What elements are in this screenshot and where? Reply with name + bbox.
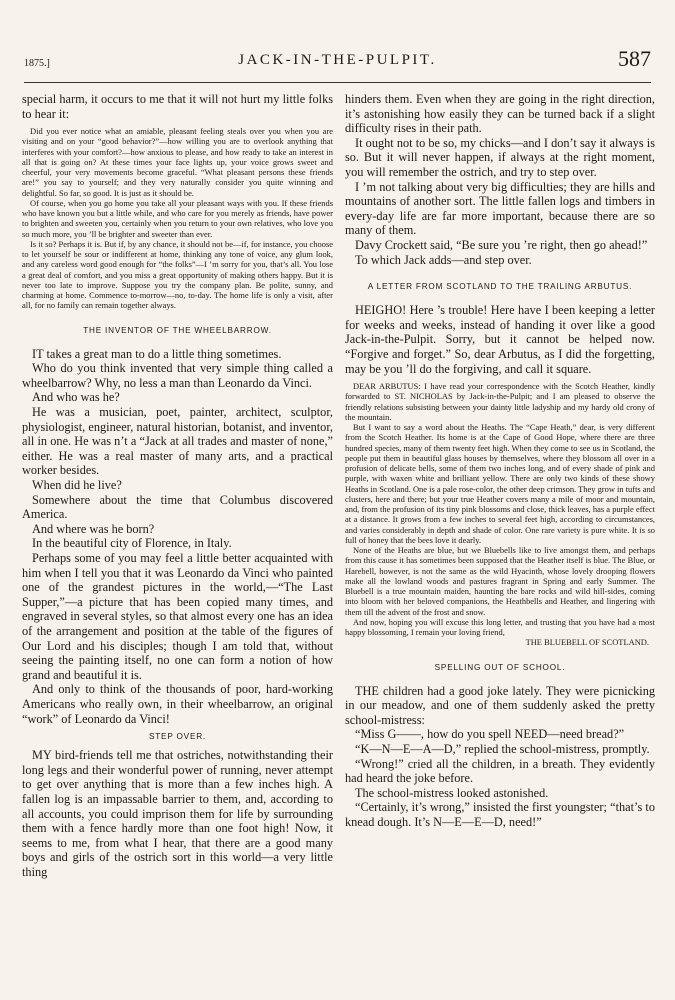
paragraph: It ought not to be so, my chicks—and I don’t say it always is so. But it will never happen, if always at the right moment, you will remember the ostrich, and try to step over. (345, 135, 655, 179)
letter-signature: THE BLUEBELL OF SCOTLAND. (525, 637, 649, 648)
intro-paragraph: special harm, it occurs to me that it will not hurt my little folks to hear it: (22, 92, 333, 121)
heading-step-over: STEP OVER. (149, 732, 206, 742)
paragraph: HEIGHO! Here ’s trouble! Here have I been keeping a letter for weeks and weeks, instead of handing it over like a good Jack-in-the-Pulpit. Sorry, but it cannot be helped now. “Forgive and forget.” So, dear Arbutus, as I did the forgetting, may be you ’ll do the forgiving, and call it square. (345, 303, 655, 376)
heading-scotland: A LETTER FROM SCOTLAND TO THE TRAILING ARBUTUS. (367, 282, 633, 292)
paragraph: THE children had a good joke lately. They were picnicking in our meadow, and one of them suddenly asked the pretty school-mistress: (345, 683, 655, 727)
letter-paragraph: Is it so? Perhaps it is. But if, by any chance, it should not be—if, for instance, you choose to let yourself be sour or indifferent at home, thinking any tone of voice, any glum look, and any careless word good enough for “the folks”—I ’m sorry for you, that’s all. You lose a great deal of comfort, and you miss a great opportunity of making others happy. But it is never too late to improve. Suppose you try the company plan. Be polite, sunny, and charming at home. Commence to-morrow—no, to-day. The home life is only a visit, after all, for no family can remain together always. (22, 238, 333, 311)
letter-paragraph: None of the Heaths are blue, but we Bluebells like to live amongst them, and perhaps from this cause it has sometimes been supposed that the Heather itself is blue. The Blue, or Harebell, however, is not the same as the wild Hyacinth, whose lovely drooping flowers make all the lowland woods and pastures fragrant in Spring and early Summer. The Bluebell is a true mountain maiden, haunting the bare rocks and wild hill-sides, coming into bloom with her beloved companions, the Heathbells and Heather, and lingering with them till the advent of the frost and snow. (345, 545, 655, 617)
running-head (24, 46, 651, 74)
paragraph: “Certainly, it’s wrong,” insisted the first youngster; “that’s to knead dough. It’s N—E—E—D, need!” (345, 800, 655, 829)
paragraph: In the beautiful city of Florence, in Italy. (32, 536, 232, 551)
paragraph: When did he live? (32, 478, 122, 493)
paragraph: He was a musician, poet, painter, architect, sculptor, physiologist, engineer, natural historian, botanist, and inventor, all in one. He was n’t a “Jack at all trades and master of none,” either. He was a real master of many arts, and a practical worker besides. (22, 405, 333, 478)
paragraph: And only to think of the thousands of poor, hard-working Americans who really own, in their wheelbarrow, an original “work” of Leonardo da Vinci! (22, 682, 333, 726)
letter-paragraph: And now, hoping you will excuse this long letter, and trusting that you have had a most happy blossoming, I remain your loving friend, (345, 616, 655, 638)
header-rule (24, 82, 651, 83)
heading-spelling: SPELLING OUT OF SCHOOL. (434, 662, 566, 672)
paragraph: hinders them. Even when they are going in the right direction, it’s astonishing how easily they can be turned back if a slight difficulty rises in their path. (345, 92, 655, 136)
issue-year: 1875.] (24, 58, 50, 69)
paragraph: Davy Crockett said, “Be sure you ’re right, then go ahead!” (355, 237, 648, 252)
paragraph: “Miss G——, how do you spell NEED—need bread?” (355, 727, 625, 742)
paragraph: And who was he? (32, 390, 120, 405)
right-column (345, 92, 655, 830)
paragraph: The school-mistress looked astonished. (355, 785, 549, 800)
paragraph: I ’m not talking about very big difficulties; they are hills and mountains of another sort. The little fallen logs and timbers in every-day life are far more important, because there are so many of them. (345, 179, 655, 238)
letter-paragraph: DEAR ARBUTUS: I have read your correspondence with the Scotch Heather, kindly forwarded to ST. NICHOLAS by Jack-in-the-Pulpit; and I am pleased to observe the friendly relations subsisting between your dainty little ladyship and my hardy old crony of the mountain. (345, 381, 655, 422)
page-number: 587 (618, 46, 651, 71)
paragraph: IT takes a great man to do a little thing sometimes. (32, 346, 282, 361)
paragraph: MY bird-friends tell me that ostriches, notwithstanding their long legs and their wonderful power of running, never attempt to get over anything that is more than a few inches high. A fallen log is an impassable barrier to them, and, according to all accounts, you could imprison them for life by surrounding them with a fence hardly more than one foot high! Now, it seems to me, from what I hear, that there are a good many boys and girls of the ostrich sort in this world—a very little thing (22, 748, 333, 879)
paragraph: “K—N—E—A—D,” replied the school-mistress, promptly. (355, 741, 650, 756)
paragraph: Perhaps some of you may feel a little better acquainted with him when I tell you that it was Leonardo da Vinci who painted one of the grandest pictures in the world,—“The Last Supper,”—a picture that has been copied many times, and engraved in several styles, so that almost every one has an idea of the arrangement and position at the table of the figures of Our Lord and his disciples; though I am told that, without seeing the painting itself, no one can form a notion of how grand and beautiful it is. (22, 551, 333, 682)
page-title: JACK-IN-THE-PULPIT. (238, 52, 437, 68)
letter-paragraph: But I want to say a word about the Heaths. The “Cape Heath,” dear, is very different from the Scotch Heather. Its home is at the Cape of Good Hope, where there are three hundred species, many of them twenty feet high. When they come to see us in Scotland, the people put them in beautiful glass houses by themselves, where they blossom all over in a profusion of delicate bells, some of them two inches long, and of every shade of pink and purple, with waxen white and brilliant yellow. There are only two kinds of these showy Heaths in Scotland. One is a pale rose-color, the other deep crimson. They grow in tufts and clusters, here and there; but your true Heather covers many a mile of moor and mountain, and, from the profusion of its tiny pink blossoms and close, thick leaves, has a purple effect at a distance. It grows from a few inches to several feet high, according to circumstances, and varies considerably in depth and shade of color. One rare variety is pure white. It is so full of honey that the bees love it dearly. (345, 422, 655, 545)
paragraph: “Wrong!” cried all the children, in a breath. They evidently had heard the joke before. (345, 756, 655, 786)
heading-wheelbarrow: THE INVENTOR OF THE WHEELBARROW. (83, 325, 272, 335)
paragraph: Who do you think invented that very simple thing called a wheelbarrow? Why, no less a man than Leonardo da Vinci. (22, 361, 333, 390)
letter-paragraph: Of course, when you go home you take all your pleasant ways with you. If these friends who have known you but a little while, and who care for you merely as friends, have power to brighten and sweeten you, certainly when you return to your own relatives, who love you so much more, you ’ll be brighter and sweeter than ever. (22, 197, 333, 239)
letter-paragraph: Did you ever notice what an amiable, pleasant feeling steals over you when you are visiting and on your “good behavior?”—how willing you are to overlook anything that interferes with your comfort?—how anxious to please, and how ready to take an interest in all that is going on? At these times your face lights up, your voice grows sweet and cheerful, your very movements become graceful. “What pleasant persons these friends are!” you say to yourself; and they very naturally consider you quite winning and delightful. So far, so good. It is just as it should be. (22, 126, 333, 198)
paragraph: And where was he born? (32, 521, 155, 536)
left-column (22, 92, 333, 879)
paragraph: Somewhere about the time that Columbus discovered America. (22, 492, 333, 522)
paragraph: To which Jack adds—and step over. (355, 252, 532, 267)
